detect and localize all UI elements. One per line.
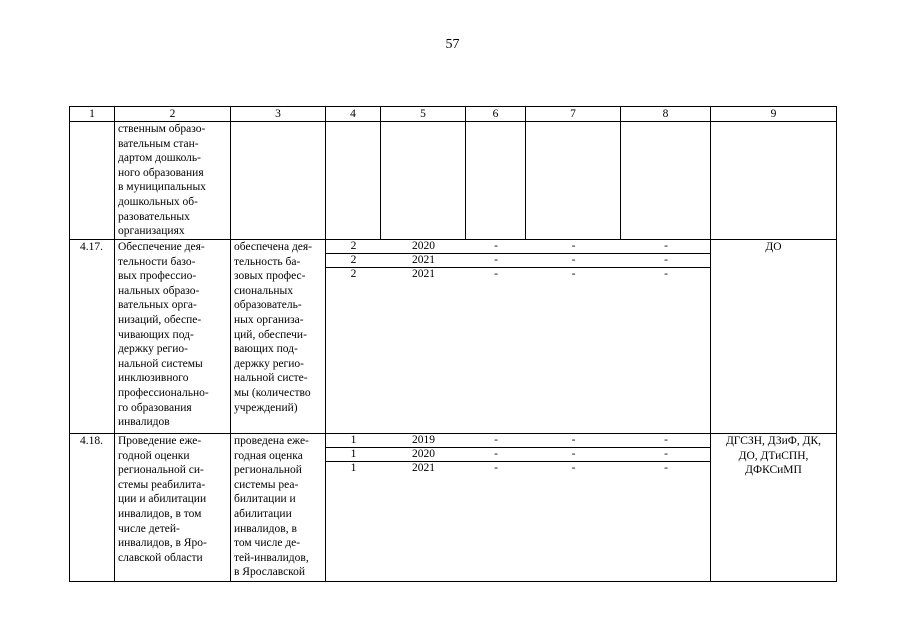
page-number: 57 <box>445 37 460 52</box>
cont-col-5 <box>381 122 466 240</box>
values-block <box>326 240 711 434</box>
table-row <box>70 240 837 434</box>
value-cell: - <box>571 462 576 474</box>
header-row <box>70 107 837 122</box>
cont-col-1 <box>70 122 115 240</box>
header-col-8: 8 <box>621 107 711 122</box>
value-cell: 1 <box>326 434 381 448</box>
year-cell: 2021 <box>412 462 435 474</box>
value-cell: 1 <box>326 448 381 462</box>
value-row <box>326 240 711 254</box>
activity-text: Проведение еже- годной оценки региональной си- стемы реабилита- ции и абилитации инвалидов, в том числе детей- инвалидов, в Яро- славской области <box>115 434 231 582</box>
value-row <box>326 434 711 448</box>
value-cell: 1 <box>350 462 357 474</box>
table-row <box>70 434 837 582</box>
value-cell: 2 <box>326 254 381 268</box>
cont-col-7 <box>526 122 621 240</box>
value-row <box>326 448 711 462</box>
value-cell: - <box>466 254 526 268</box>
year-cell: 2020 <box>381 240 466 254</box>
cont-col-9 <box>711 122 837 240</box>
year-cell: 2019 <box>381 434 466 448</box>
row-number: 4.18. <box>70 434 115 582</box>
responsible-text: ДО <box>711 240 837 434</box>
values-block <box>326 434 711 582</box>
value-cell: - <box>466 240 526 254</box>
cont-col-6 <box>466 122 526 240</box>
year-cell: 2021 <box>381 254 466 268</box>
indicator-text: обеспечена дея- тельность ба- зовых профес- сиональных образователь- ных организа- ций, обеспечи- вающих под- держку регио- нальной систе- мы (количество учреждений) <box>231 240 326 434</box>
header-col-1: 1 <box>70 107 115 122</box>
activity-text: Обеспечение дея- тельности базо- вых профессио- нальных образо- вательных орга- низаций, обеспе- чивающих под- держку регио- нальной системы инклюзивного профессионально- го образования инвалидов <box>115 240 231 434</box>
value-cell: - <box>621 240 711 254</box>
value-cell: - <box>526 448 621 462</box>
value-cell: - <box>494 462 498 474</box>
continuation-row <box>70 122 837 240</box>
value-cell: - <box>466 448 526 462</box>
year-cell: 2021 <box>412 268 435 280</box>
value-cell: - <box>664 462 668 474</box>
value-row <box>326 268 711 282</box>
header-col-6: 6 <box>466 107 526 122</box>
value-cell: - <box>526 240 621 254</box>
cont-col-3 <box>231 122 326 240</box>
header-col-4: 4 <box>326 107 381 122</box>
year-cell: 2020 <box>381 448 466 462</box>
cont-col-4 <box>326 122 381 240</box>
value-cell: - <box>664 268 668 280</box>
value-row <box>326 462 711 476</box>
responsible-text: ДГСЗН, ДЗиФ, ДК, ДО, ДТиСПН, ДФКСиМП <box>711 434 837 582</box>
header-col-5: 5 <box>381 107 466 122</box>
value-cell: - <box>466 434 526 448</box>
header-col-3: 3 <box>231 107 326 122</box>
value-cell: - <box>526 254 621 268</box>
value-cell: - <box>621 254 711 268</box>
plan-table <box>69 106 837 582</box>
value-row <box>326 254 711 268</box>
row-number: 4.17. <box>70 240 115 434</box>
value-cell: 2 <box>326 240 381 254</box>
header-col-2: 2 <box>115 107 231 122</box>
cont-activity-text: ственным образо- вательным стан- дартом дошколь- ного образования в муниципальных дошкольных об- разовательных организациях <box>115 122 231 240</box>
value-cell: - <box>621 434 711 448</box>
value-cell: - <box>526 434 621 448</box>
cont-col-8 <box>621 122 711 240</box>
header-col-9: 9 <box>711 107 837 122</box>
value-cell: - <box>494 268 498 280</box>
value-cell: - <box>621 448 711 462</box>
value-cell: 2 <box>350 268 357 280</box>
header-col-7: 7 <box>526 107 621 122</box>
value-cell: - <box>571 268 576 280</box>
indicator-text: проведена еже- годная оценка региональной системы реа- билитации и абилитации инвалидов, в том числе де- тей-инвалидов, в Ярославской <box>231 434 326 582</box>
